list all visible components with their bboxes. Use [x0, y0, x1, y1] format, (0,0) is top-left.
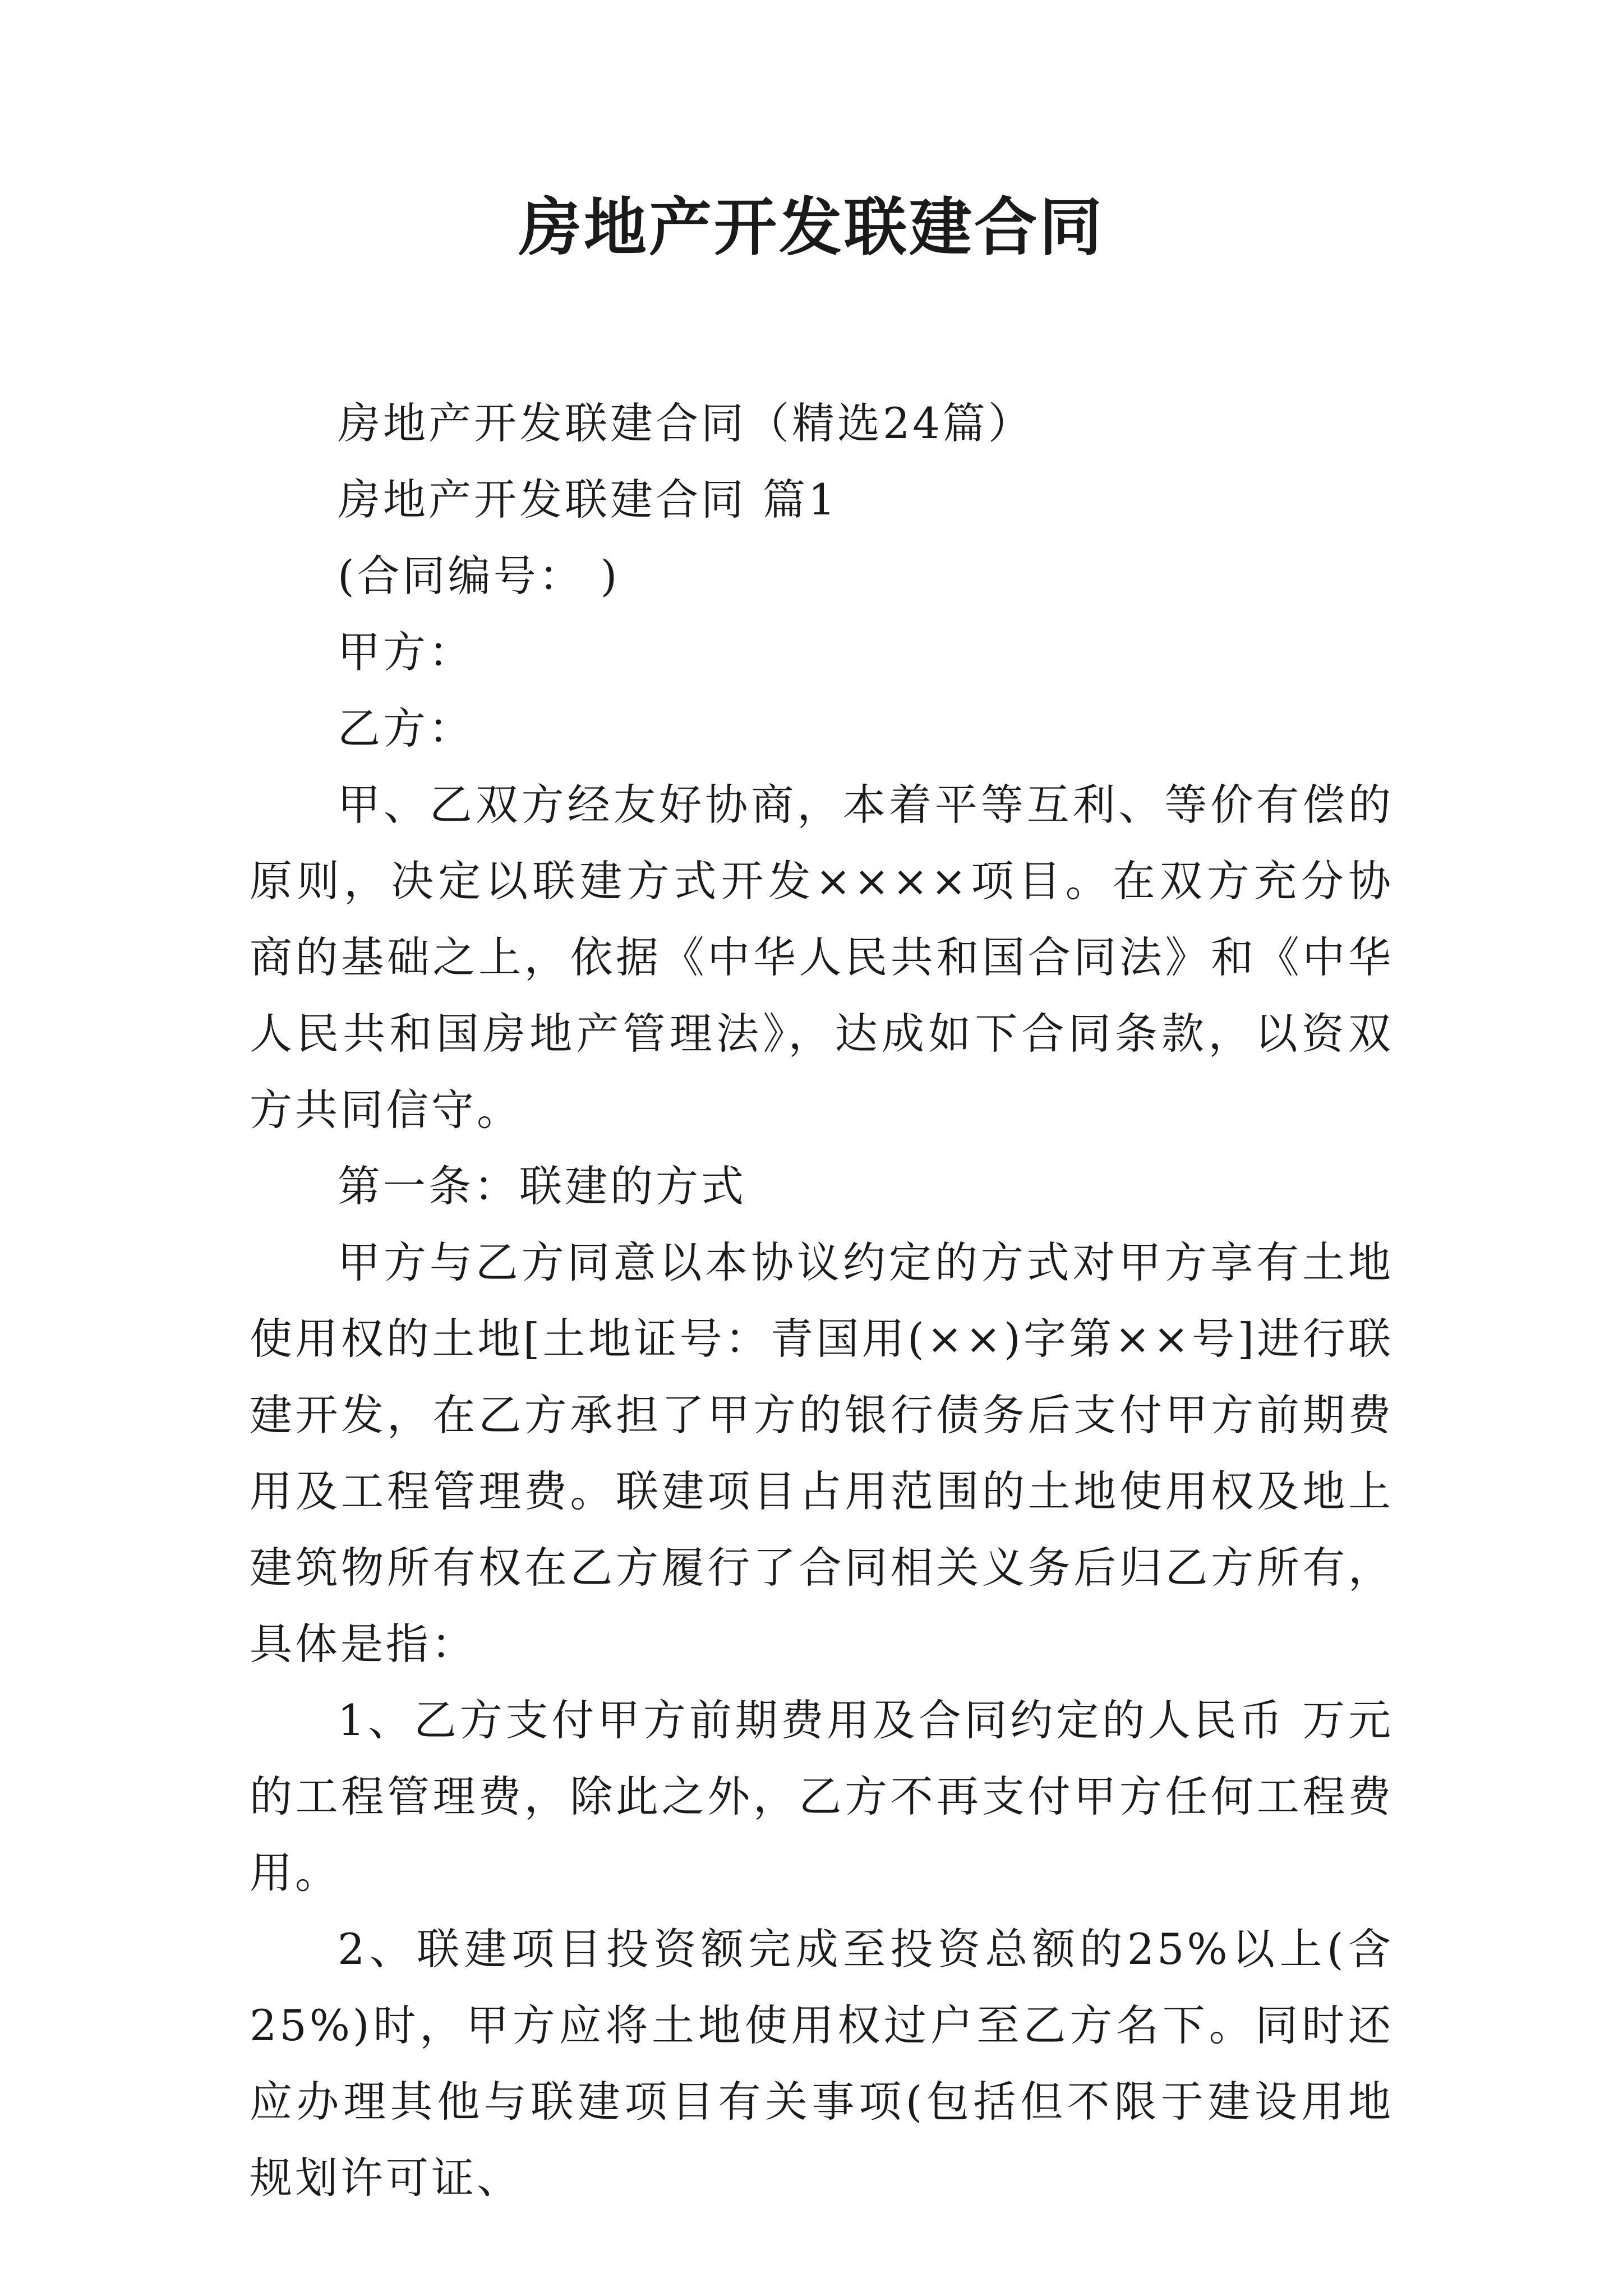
party-b: 乙方：	[338, 703, 474, 753]
section-heading-1: 房地产开发联建合同 篇1	[338, 475, 838, 524]
document-body	[250, 385, 1394, 2216]
clause-2: 2、联建项目投资额完成至投资总额的25%以上(含25%)时，甲方应将土地使用权过户至乙方名下。同时还应办理其他与联建项目有关事项(包括但不限于建设用地规划许可证、	[250, 1924, 1394, 2203]
article-1-paragraph: 甲方与乙方同意以本协议约定的方式对甲方享有土地使用权的土地[土地证号：青国用(××)字第××号]进行联建开发，在乙方承担了甲方的银行债务后支付甲方前期费用及工程管理费。联建项目占用范围的土地使用权及地上建筑物所有权在乙方履行了合同相关义务后归乙方所有，具体是指：	[250, 1237, 1394, 1669]
document-title: 房地产开发联建合同	[519, 191, 1104, 264]
doc-subtitle: 房地产开发联建合同（精选24篇）	[338, 398, 1034, 448]
contract-number: (合同编号： )	[338, 551, 620, 601]
preamble-paragraph: 甲、乙双方经友好协商，本着平等互利、等价有偿的原则，决定以联建方式开发××××项目。在双方充分协商的基础之上，依据《中华人民共和国合同法》和《中华人民共和国房地产管理法》，达成如下合同条款，以资双方共同信守。	[250, 780, 1394, 1135]
clause-1: 1、乙方支付甲方前期费用及合同约定的人民币 万元的工程管理费，除此之外，乙方不再支付甲方任何工程费用。	[250, 1695, 1394, 1898]
party-a: 甲方：	[338, 627, 474, 677]
article-1-heading: 第一条：联建的方式	[338, 1161, 746, 1211]
